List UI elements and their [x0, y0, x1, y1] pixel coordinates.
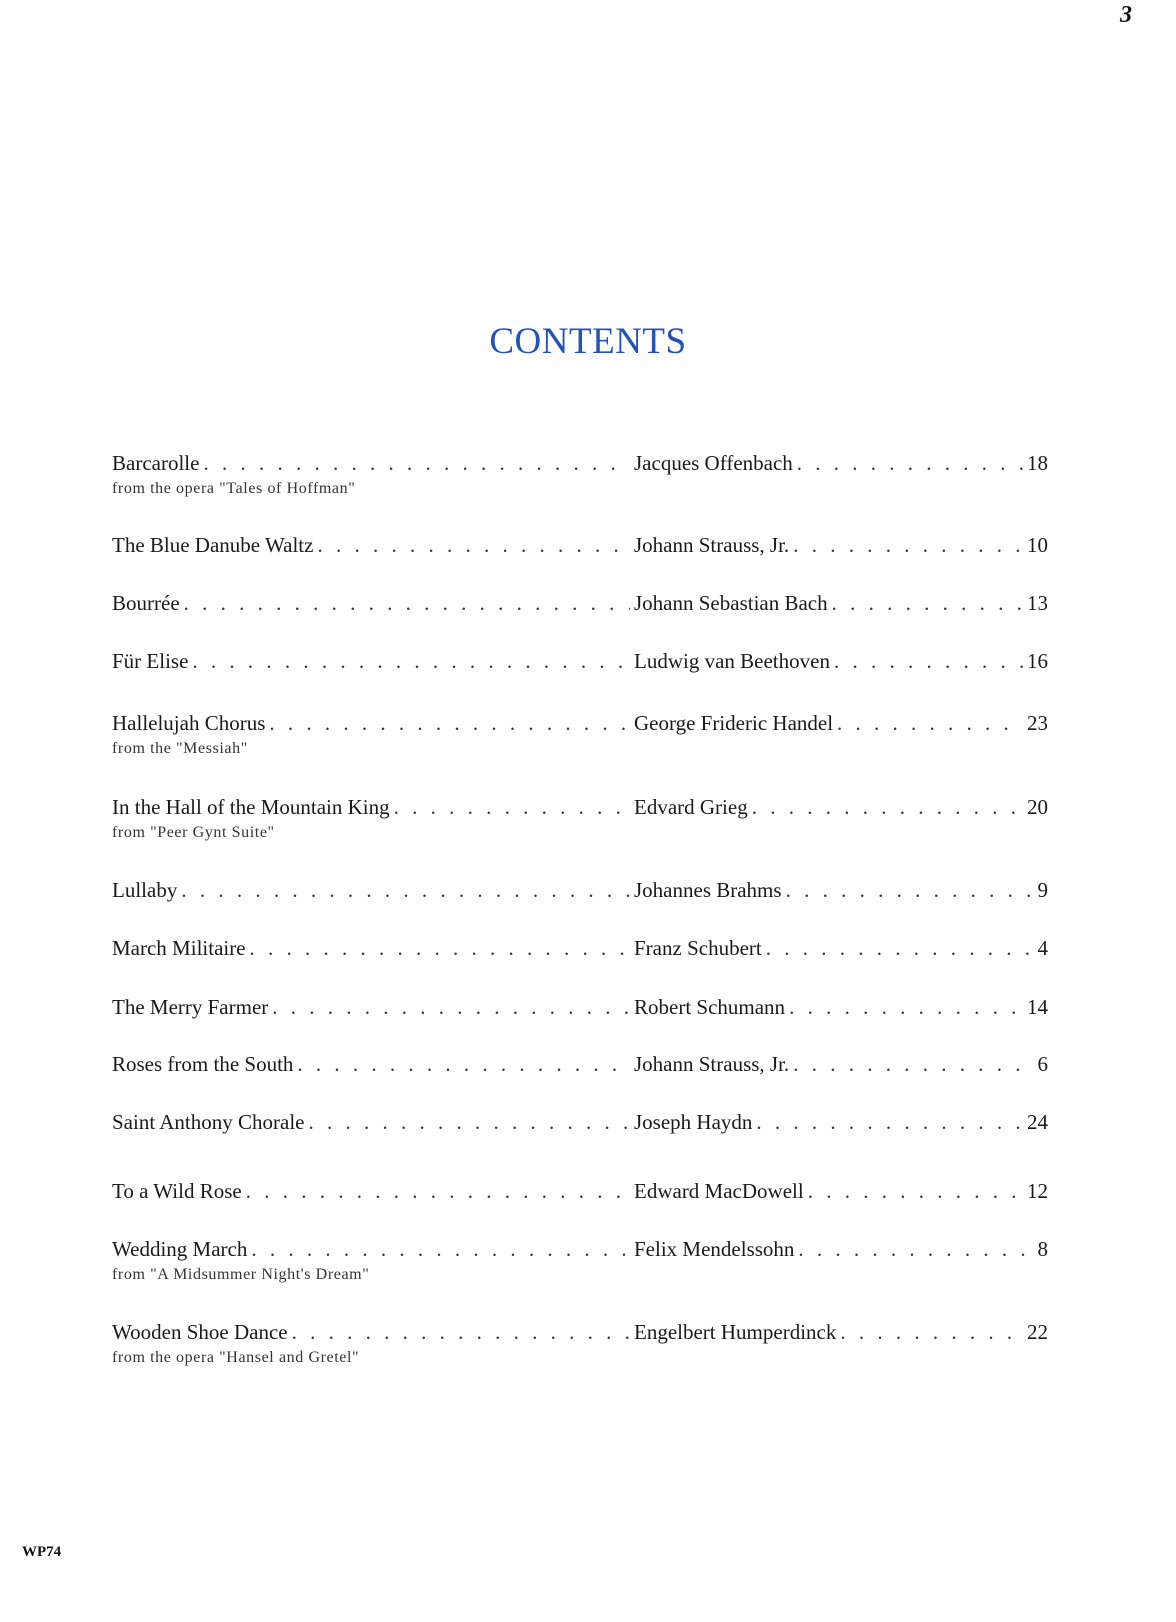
piece-title: Barcarolle [112, 451, 200, 475]
composer-name: Johann Strauss, Jr. [634, 533, 790, 557]
toc-entry [112, 875, 1048, 905]
dot-leader [786, 875, 1034, 905]
composer-column [634, 530, 1048, 560]
dot-leader [251, 1234, 630, 1264]
title-column [112, 875, 634, 905]
composer-name: Johann Sebastian Bach [634, 591, 828, 615]
composer-name: Joseph Haydn [634, 1110, 753, 1134]
toc-entry [112, 1234, 1048, 1285]
dot-leader [798, 1234, 1033, 1264]
piece-title: The Merry Farmer [112, 995, 269, 1019]
composer-column [634, 708, 1048, 738]
toc-entry-row [112, 708, 1048, 738]
page-reference: 10 [1027, 533, 1048, 557]
composer-column [634, 875, 1048, 905]
piece-subtitle: from "Peer Gynt Suite" [112, 824, 275, 841]
composer-name: Johannes Brahms [634, 878, 782, 902]
catalog-code: WP74 [22, 1544, 62, 1560]
toc-entry-row [112, 792, 1048, 822]
composer-column [634, 1107, 1048, 1137]
piece-title: Wooden Shoe Dance [112, 1320, 288, 1344]
page-reference: 14 [1027, 995, 1048, 1019]
title-column [112, 1176, 634, 1206]
composer-column [634, 933, 1048, 963]
composer-name: Engelbert Humperdinck [634, 1320, 837, 1344]
page-reference: 9 [1037, 878, 1048, 902]
toc-entry [112, 588, 1048, 618]
composer-column [634, 992, 1048, 1022]
composer-column [634, 646, 1048, 676]
composer-name: George Frideric Handel [634, 711, 834, 735]
toc-entry-row [112, 530, 1048, 560]
piece-subtitle: from the opera "Tales of Hoffman" [112, 480, 356, 497]
dot-leader [793, 530, 1023, 560]
title-column [112, 1049, 634, 1079]
piece-title: Für Elise [112, 649, 189, 673]
dot-leader [292, 1317, 630, 1347]
piece-title: Saint Anthony Chorale [112, 1110, 305, 1134]
toc-entry [112, 708, 1048, 759]
dot-leader [793, 1049, 1033, 1079]
dot-leader [808, 1176, 1023, 1206]
piece-title: Roses from the South [112, 1052, 294, 1076]
toc-entry [112, 448, 1048, 499]
page-reference: 4 [1037, 936, 1048, 960]
toc-entry-row [112, 875, 1048, 905]
dot-leader [184, 588, 630, 618]
page-reference: 22 [1027, 1320, 1048, 1344]
toc-entry [112, 1176, 1048, 1206]
composer-column [634, 1317, 1048, 1347]
page-reference: 12 [1027, 1179, 1048, 1203]
composer-name: Franz Schubert [634, 936, 762, 960]
page-title: CONTENTS [489, 321, 687, 362]
page-reference: 23 [1027, 711, 1048, 735]
dot-leader [756, 1107, 1023, 1137]
piece-subtitle: from the "Messiah" [112, 740, 248, 757]
title-column [112, 933, 634, 963]
toc-entry-row [112, 1176, 1048, 1206]
toc-entry-row [112, 448, 1048, 478]
toc-entry [112, 1049, 1048, 1079]
page-number: 3 [1120, 2, 1132, 28]
dot-leader [394, 792, 630, 822]
dot-leader [317, 530, 630, 560]
toc-entry [112, 933, 1048, 963]
dot-leader [834, 646, 1023, 676]
composer-name: Edvard Grieg [634, 795, 748, 819]
composer-column [634, 1176, 1048, 1206]
dot-leader [837, 708, 1023, 738]
dot-leader [203, 448, 630, 478]
composer-name: Robert Schumann [634, 995, 786, 1019]
page-reference: 16 [1027, 649, 1048, 673]
page-reference: 8 [1037, 1237, 1048, 1261]
dot-leader [181, 875, 630, 905]
composer-column [634, 792, 1048, 822]
toc-entry-row [112, 1234, 1048, 1264]
title-column [112, 448, 634, 478]
page-reference: 6 [1037, 1052, 1048, 1076]
dot-leader [272, 992, 630, 1022]
toc-entry [112, 1317, 1048, 1368]
toc-entry-row [112, 1107, 1048, 1137]
dot-leader [797, 448, 1023, 478]
piece-title: To a Wild Rose [112, 1179, 242, 1203]
toc-entry [112, 1107, 1048, 1137]
piece-title: Bourrée [112, 591, 180, 615]
toc-entry [112, 792, 1048, 843]
dot-leader [789, 992, 1023, 1022]
title-column [112, 1234, 634, 1264]
dot-leader [840, 1317, 1023, 1347]
composer-column [634, 1049, 1048, 1079]
dot-leader [766, 933, 1034, 963]
toc-entry-row [112, 646, 1048, 676]
piece-title: Lullaby [112, 878, 178, 902]
title-column [112, 530, 634, 560]
dot-leader [246, 1176, 630, 1206]
page-reference: 13 [1027, 591, 1048, 615]
title-column [112, 792, 634, 822]
title-column [112, 588, 634, 618]
composer-name: Johann Strauss, Jr. [634, 1052, 790, 1076]
piece-title: Hallelujah Chorus [112, 711, 266, 735]
composer-name: Edward MacDowell [634, 1179, 804, 1203]
composer-name: Felix Mendelssohn [634, 1237, 795, 1261]
dot-leader [192, 646, 630, 676]
piece-title: In the Hall of the Mountain King [112, 795, 390, 819]
toc-entry-row [112, 933, 1048, 963]
dot-leader [832, 588, 1023, 618]
piece-subtitle: from the opera "Hansel and Gretel" [112, 1349, 360, 1366]
title-column [112, 992, 634, 1022]
piece-title: March Militaire [112, 936, 246, 960]
toc-entry [112, 992, 1048, 1022]
page-reference: 20 [1027, 795, 1048, 819]
dot-leader [752, 792, 1023, 822]
composer-column [634, 448, 1048, 478]
composer-name: Ludwig van Beethoven [634, 649, 830, 673]
piece-title: Wedding March [112, 1237, 248, 1261]
piece-title: The Blue Danube Waltz [112, 533, 314, 557]
toc-entry-row [112, 1049, 1048, 1079]
title-column [112, 1317, 634, 1347]
dot-leader [250, 933, 630, 963]
toc-entry [112, 530, 1048, 560]
dot-leader [309, 1107, 631, 1137]
title-column [112, 646, 634, 676]
composer-column [634, 1234, 1048, 1264]
toc-entry-row [112, 992, 1048, 1022]
piece-subtitle: from "A Midsummer Night's Dream" [112, 1266, 370, 1283]
composer-name: Jacques Offenbach [634, 451, 793, 475]
dot-leader [269, 708, 630, 738]
toc-entry-row [112, 1317, 1048, 1347]
dot-leader [297, 1049, 630, 1079]
toc-entry-row [112, 588, 1048, 618]
title-column [112, 708, 634, 738]
page-reference: 24 [1027, 1110, 1048, 1134]
composer-column [634, 588, 1048, 618]
title-column [112, 1107, 634, 1137]
page-reference: 18 [1027, 451, 1048, 475]
toc-entry [112, 646, 1048, 676]
